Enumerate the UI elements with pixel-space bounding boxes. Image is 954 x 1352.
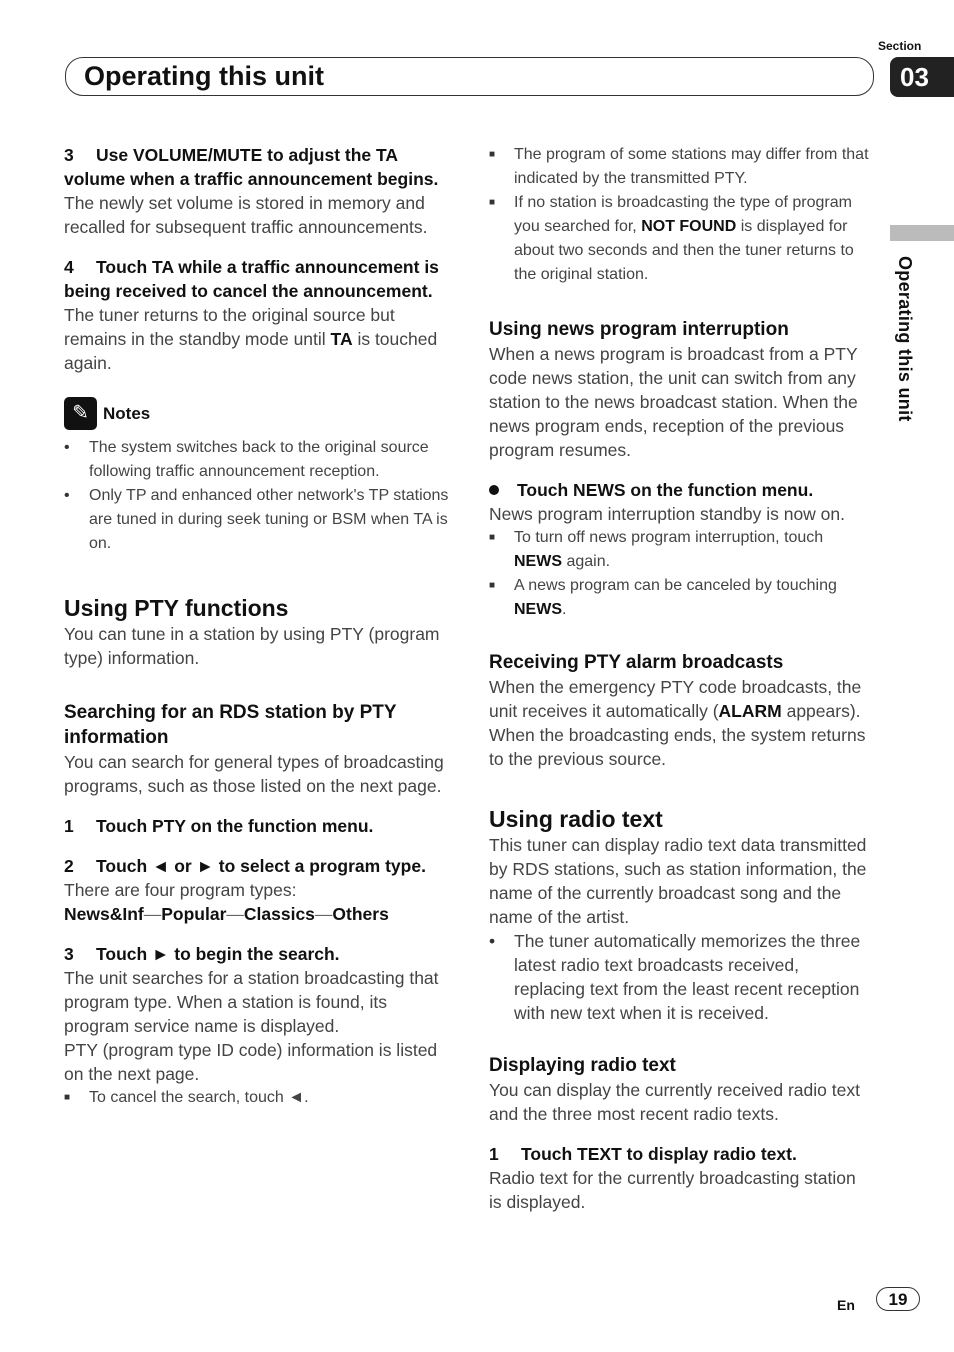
- page-title: Operating this unit: [84, 61, 324, 91]
- radio-text-heading: Using radio text: [489, 806, 663, 832]
- search-heading: Searching for an RDS station by PTY information: [64, 702, 397, 748]
- square-note: ■ To turn off news program interruption, touch NEWS again.: [489, 529, 824, 570]
- program-types-list: News&Inf—Popular—Classics—Others: [64, 904, 389, 924]
- step-4-body: The tuner returns to the original source but remains in the standby mode until TA is touched again.: [64, 305, 438, 373]
- notes-header: [64, 397, 456, 430]
- square-note: ■ The program of some stations may differ from that indicated by the transmitted PTY.: [489, 146, 869, 187]
- news-heading: Using news program interruption: [489, 319, 789, 340]
- note-item: • Only TP and enhanced other network's TP stations are tuned in during seek tuning or BSM when TA is on.: [64, 487, 449, 552]
- note-item: • The system switches back to the original source following traffic announcement reception.: [64, 439, 429, 480]
- news-step-body: News program interruption standby is now on.: [489, 504, 846, 524]
- notes-label: Notes: [103, 403, 151, 423]
- section-number-badge: 03: [890, 57, 954, 97]
- search-step-3: 3 Touch ► to begin the search.: [64, 944, 340, 964]
- step-3-volume: 3 Use VOLUME/MUTE to adjust the TA volume when a traffic announcement begins.: [64, 145, 439, 189]
- page-number: 19: [876, 1287, 920, 1311]
- square-note: ■ If no station is broadcasting the type of program you searched for, NOT FOUND is displayed for about two seconds and then the tuner returns to the original station.: [489, 194, 854, 283]
- search-step-1: 1 Touch PTY on the function menu.: [64, 816, 374, 836]
- side-tab-marker: [890, 225, 954, 241]
- side-section-label: Operating this unit: [895, 256, 915, 422]
- pty-intro: You can tune in a station by using PTY (program type) information.: [64, 624, 440, 668]
- news-body: When a news program is broadcast from a PTY code news station, the unit can switch from any station to the news broadcast station. When the news program ends, reception of the previous program resumes.: [489, 344, 858, 460]
- alarm-heading: Receiving PTY alarm broadcasts: [489, 652, 784, 673]
- search-step-2: 2 Touch ◄ or ► to select a program type.: [64, 856, 426, 876]
- language-label: En: [837, 1297, 855, 1313]
- display-step-1: 1 Touch TEXT to display radio text.: [489, 1144, 797, 1164]
- alarm-body: When the emergency PTY code broadcasts, the unit receives it automatically (ALARM appears). When the broadcasting ends, the system returns to the previous source.: [489, 677, 866, 769]
- radio-text-bullet: • The tuner automatically memorizes the three latest radio text broadcasts received, replacing text from the least recent reception with new text when it is received.: [489, 931, 861, 1023]
- display-body: You can display the currently received radio text and the three most recent radio texts.: [489, 1080, 860, 1124]
- search-step-3-pty-info: PTY (program type ID code) information is listed on the next page.: [64, 1040, 438, 1084]
- square-note: ■ A news program can be canceled by touching NEWS.: [489, 577, 837, 618]
- bullet-dot-icon: [489, 485, 499, 495]
- left-column: [64, 143, 456, 1110]
- display-step-1-body: Radio text for the currently broadcasting station is displayed.: [489, 1168, 856, 1212]
- right-column: [489, 143, 873, 1214]
- display-heading: Displaying radio text: [489, 1055, 676, 1076]
- step-3-body: The newly set volume is stored in memory and recalled for subsequent traffic announcements.: [64, 193, 428, 237]
- radio-text-body: This tuner can display radio text data transmitted by RDS stations, such as station information, the name of the currently broadcast song and the name of the artist.: [489, 835, 867, 927]
- search-body: You can search for general types of broadcasting programs, such as those listed on the next page.: [64, 752, 444, 796]
- news-step: Touch NEWS on the function menu.: [489, 478, 873, 502]
- search-step-3-body: The unit searches for a station broadcasting that program type. When a station is found, its program service name is displayed.: [64, 968, 439, 1036]
- section-label: Section: [878, 39, 922, 53]
- step-4-cancel: 4 Touch TA while a traffic announcement is being received to cancel the announcement.: [64, 257, 439, 301]
- search-step-2-body: There are four program types:: [64, 880, 297, 900]
- pty-heading: Using PTY functions: [64, 595, 289, 621]
- pencil-icon: ✎: [64, 397, 97, 430]
- square-note: ■ To cancel the search, touch ◄.: [64, 1089, 309, 1106]
